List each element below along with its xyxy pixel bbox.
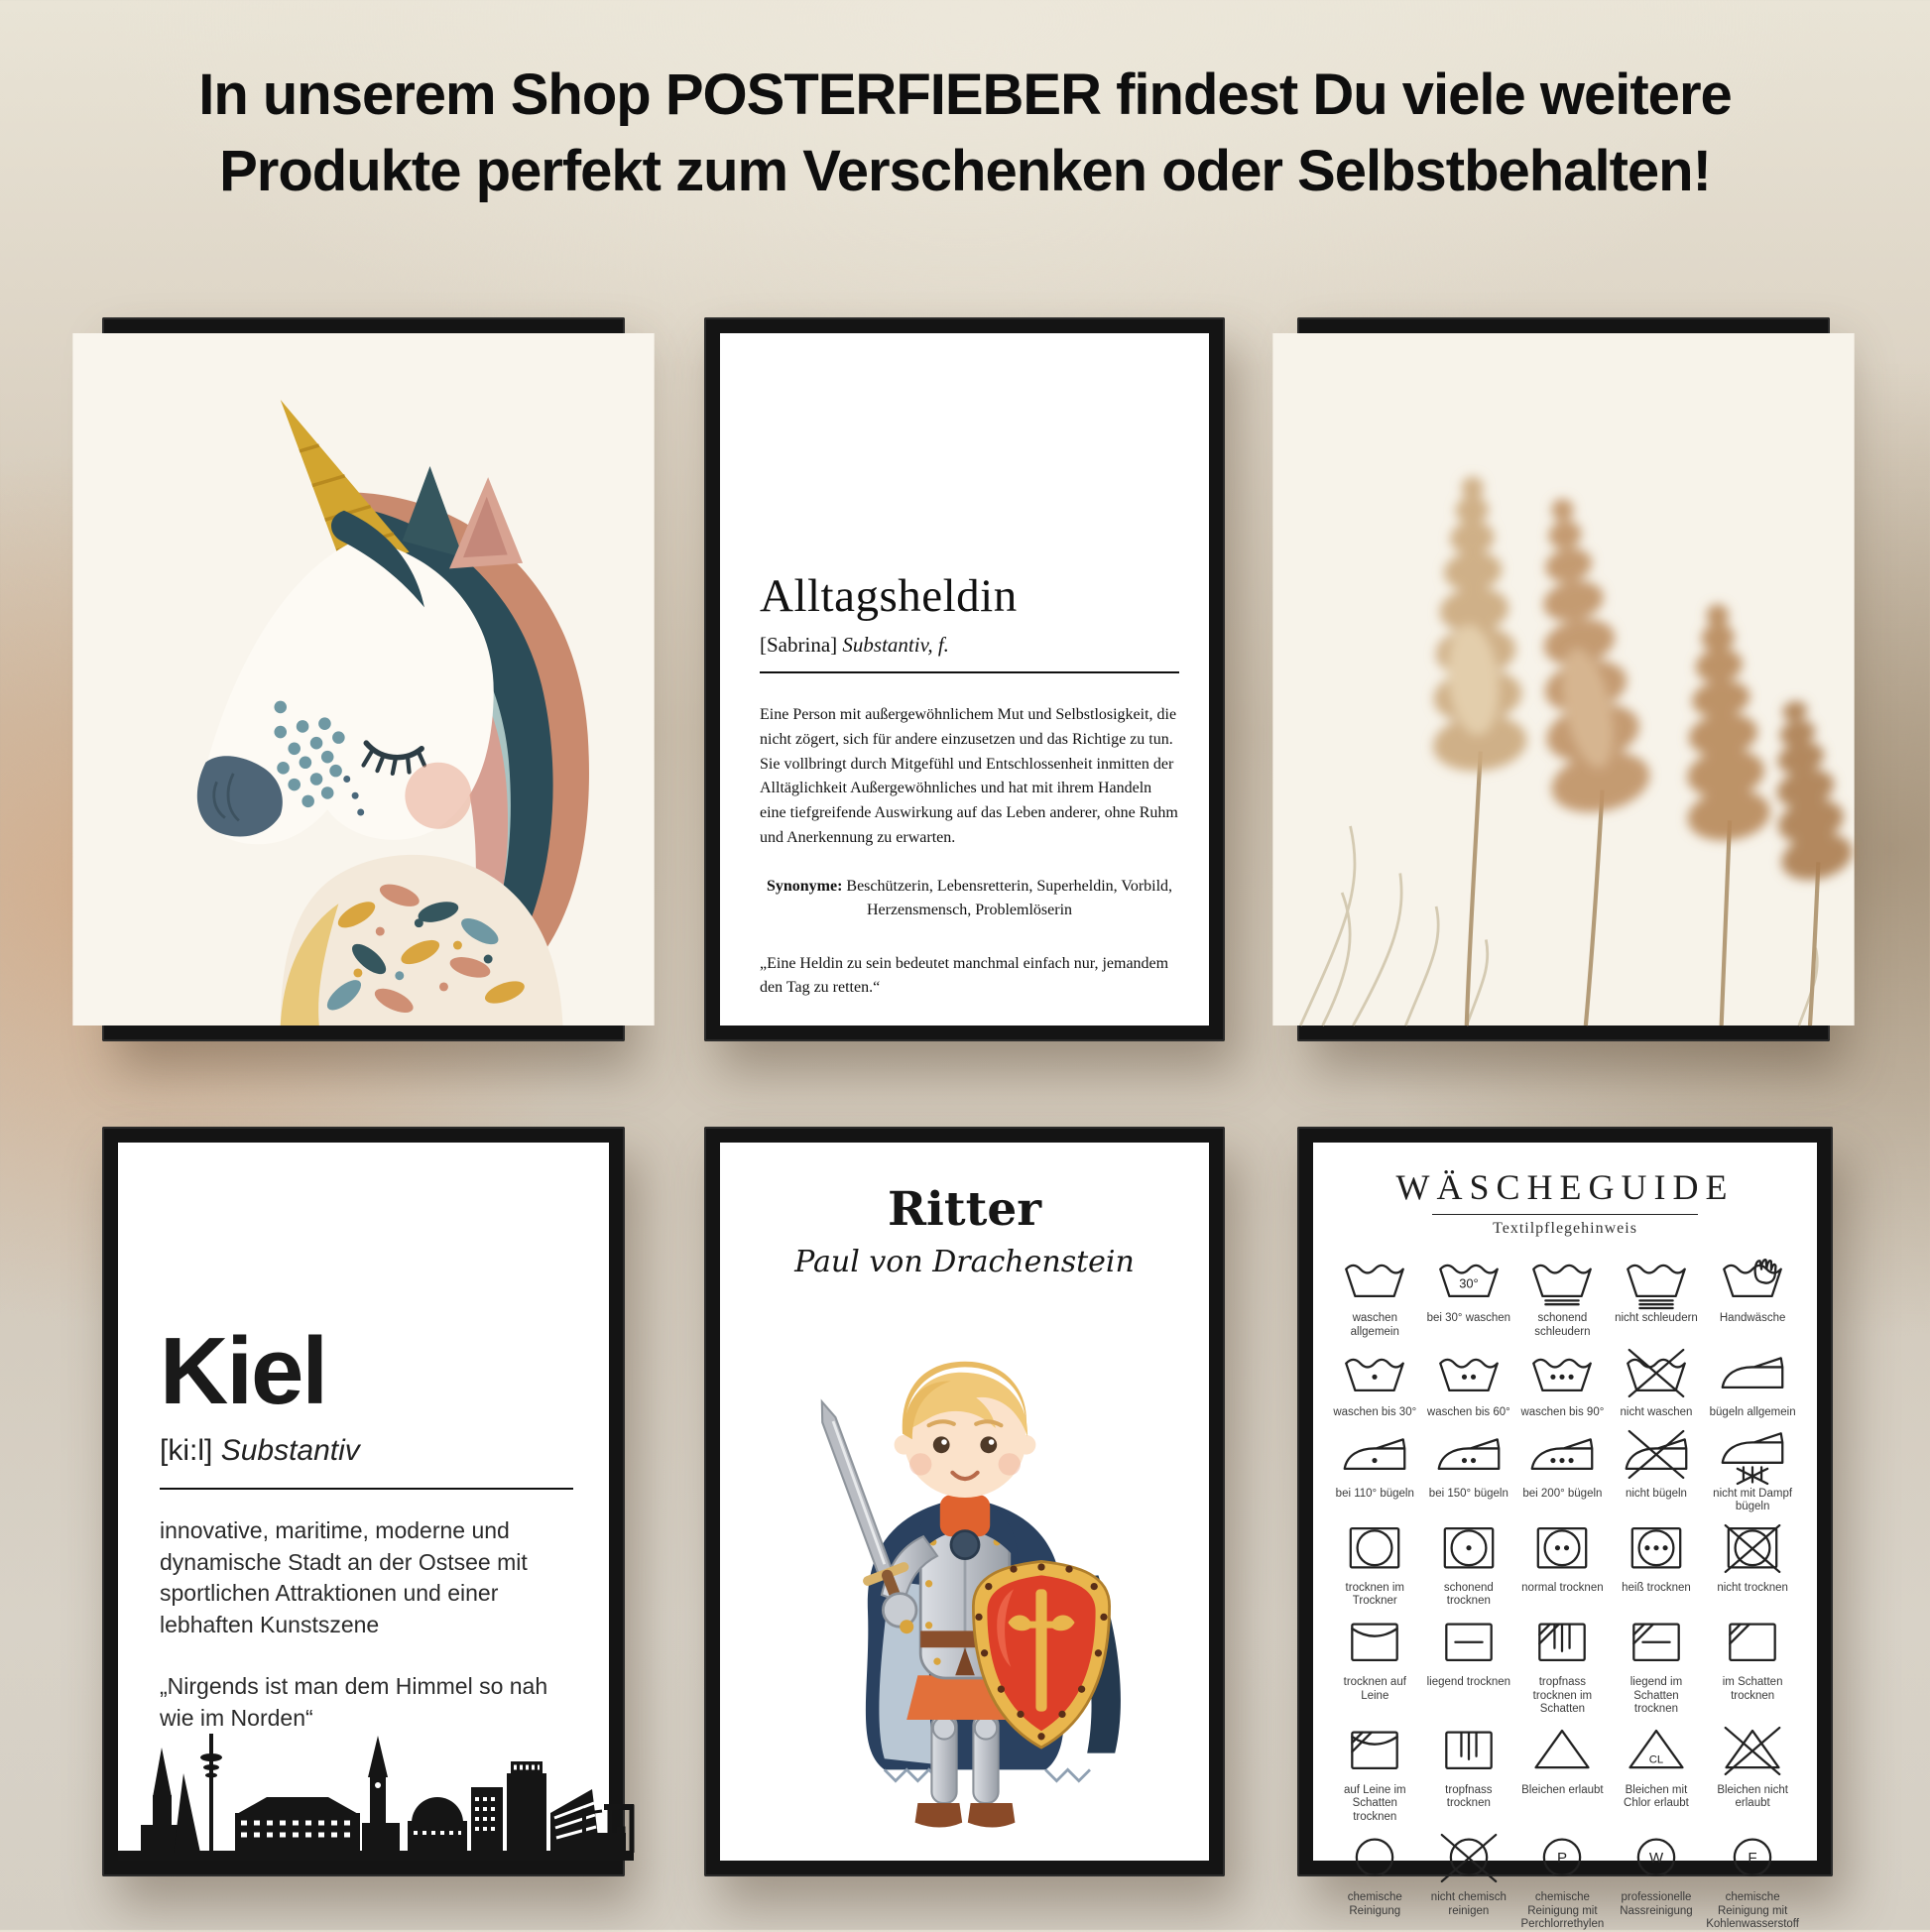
knight-illustration bbox=[757, 1289, 1173, 1845]
knight-title: Ritter bbox=[888, 1182, 1041, 1237]
care-symbol-iron bbox=[1716, 1344, 1789, 1405]
care-symbol-caption: waschen bis 60° bbox=[1426, 1406, 1510, 1419]
care-item bbox=[1613, 1425, 1701, 1514]
shop-headline-line1: In unserem Shop POSTERFIEBER findest Du viele weitere bbox=[198, 62, 1732, 127]
care-item bbox=[1425, 1519, 1513, 1609]
definition-title: Alltagsheldin bbox=[760, 570, 1018, 622]
care-symbol-caption: Bleichen mit Chlor erlaubt bbox=[1624, 1783, 1689, 1810]
care-symbol-caption: bügeln allgemein bbox=[1709, 1406, 1796, 1419]
city-description: innovative, maritime, moderne und dynamische Stadt an der Ostsee mit sportlichen Attraktionen und einer lebhaften Kunstszene bbox=[160, 1517, 528, 1638]
shop-headline-line2: Produkte perfekt zum Verschenken oder Selbstbehalten! bbox=[219, 138, 1711, 203]
care-item bbox=[1425, 1722, 1513, 1825]
laundry-guide-title: WÄSCHEGUIDE bbox=[1395, 1167, 1735, 1207]
alltagsheldin-poster bbox=[720, 333, 1209, 1026]
kiel-skyline-illustration bbox=[118, 1712, 634, 1861]
definition-pron: [Sabrina] bbox=[760, 633, 838, 657]
care-symbol-square-circle bbox=[1620, 1519, 1693, 1581]
care-symbol-basin bbox=[1432, 1250, 1506, 1311]
care-symbol-caption: Bleichen erlaubt bbox=[1521, 1783, 1604, 1796]
definition-synonyms bbox=[760, 875, 1179, 922]
care-symbol-caption: Handwäsche bbox=[1719, 1312, 1786, 1324]
poster-frame-unicorn bbox=[102, 317, 625, 1041]
definition-pos: Substantiv, f. bbox=[842, 633, 949, 657]
care-item bbox=[1706, 1250, 1799, 1339]
city-pron: [ki:l] bbox=[160, 1434, 213, 1467]
definition-quote: „Eine Heldin zu sein bedeutet manchmal einfach nur, jemandem den Tag zu retten.“ bbox=[760, 954, 1169, 996]
pampas-poster bbox=[1313, 333, 1814, 1026]
synonyms-label: Synonyme: bbox=[766, 877, 843, 895]
care-symbol-caption: nicht bügeln bbox=[1625, 1487, 1687, 1500]
svg-text:CL: CL bbox=[1648, 1753, 1664, 1766]
shop-headline bbox=[0, 58, 1930, 209]
care-item bbox=[1425, 1425, 1513, 1514]
care-symbol-square-diag-hline bbox=[1620, 1614, 1693, 1675]
care-item bbox=[1331, 1614, 1419, 1717]
care-item bbox=[1613, 1829, 1701, 1932]
care-symbol-caption: normal trocknen bbox=[1521, 1581, 1604, 1594]
care-symbol-caption: bei 30° waschen bbox=[1426, 1312, 1511, 1324]
pampas-grass-illustration bbox=[1313, 333, 1814, 1026]
care-symbol-square-vlines bbox=[1432, 1722, 1506, 1783]
care-item bbox=[1706, 1425, 1799, 1514]
svg-text:F: F bbox=[1748, 1850, 1757, 1868]
care-symbol-caption: professionelle Nassreinigung bbox=[1620, 1891, 1693, 1917]
city-subtitle bbox=[160, 1434, 573, 1468]
divider-rule bbox=[160, 1488, 573, 1490]
svg-text:30°: 30° bbox=[1459, 1275, 1479, 1291]
care-symbol-caption: nicht chemisch reinigen bbox=[1430, 1891, 1507, 1917]
care-symbol-square-circle bbox=[1525, 1519, 1599, 1581]
care-symbol-basin bbox=[1338, 1344, 1411, 1405]
poster-frame-waescheguide bbox=[1297, 1127, 1833, 1931]
care-symbol-caption: schonend schleudern bbox=[1534, 1312, 1591, 1338]
care-symbol-iron bbox=[1525, 1425, 1599, 1487]
care-symbol-square-circle bbox=[1716, 1519, 1789, 1581]
care-item bbox=[1518, 1614, 1607, 1717]
care-symbol-caption: waschen allgemein bbox=[1350, 1312, 1399, 1338]
care-symbol-caption: trocknen im Trockner bbox=[1345, 1581, 1404, 1608]
care-item bbox=[1706, 1519, 1799, 1609]
care-symbol-square-diag bbox=[1716, 1614, 1789, 1675]
care-symbol-caption: auf Leine im Schatten trocknen bbox=[1343, 1783, 1406, 1823]
care-item bbox=[1518, 1344, 1607, 1420]
definition-body: Eine Person mit außergewöhnlichem Mut und Selbstlosigkeit, die nicht zögert, sich für andere einzusetzen und das Richtige zu tun. Sie vollbringt durch Mitgefühl und Entschlossenheit inmitten der Alltäglichkeit Außergewöhnliches und hat mit ihrem Handeln eine tiefgreifende Auswirkung auf das Leben anderer, ohne Ruhm und Anerkennung zu erwarten. bbox=[760, 706, 1178, 846]
care-symbol-square-circle bbox=[1432, 1519, 1506, 1581]
waescheguide-poster bbox=[1313, 1143, 1817, 1931]
care-item bbox=[1331, 1519, 1419, 1609]
care-item bbox=[1706, 1722, 1799, 1825]
care-symbol-caption: bei 110° bügeln bbox=[1335, 1487, 1414, 1500]
synonyms-text: Beschützerin, Lebensretterin, Superheldin, Vorbild, Herzensmensch, Problemlöserin bbox=[842, 877, 1173, 918]
care-symbol-caption: nicht schleudern bbox=[1615, 1312, 1698, 1324]
care-symbol-caption: tropfnass trocknen bbox=[1445, 1783, 1493, 1810]
svg-text:P: P bbox=[1557, 1850, 1568, 1868]
kiel-poster bbox=[118, 1143, 609, 1861]
care-item bbox=[1331, 1425, 1419, 1514]
care-symbol-square-diag-vlines bbox=[1525, 1614, 1599, 1675]
poster-frame-pampas bbox=[1297, 317, 1830, 1041]
care-item bbox=[1706, 1829, 1799, 1932]
care-item bbox=[1706, 1614, 1799, 1717]
care-item bbox=[1518, 1829, 1607, 1932]
definition-subtitle bbox=[760, 633, 1179, 658]
poster-frame-kiel bbox=[102, 1127, 625, 1876]
care-symbol-circle bbox=[1620, 1829, 1693, 1890]
care-item bbox=[1706, 1344, 1799, 1420]
care-symbol-circle bbox=[1432, 1829, 1506, 1890]
care-item bbox=[1425, 1614, 1513, 1717]
care-symbol-circle bbox=[1525, 1829, 1599, 1890]
city-title: Kiel bbox=[160, 1318, 327, 1424]
care-symbol-caption: heiß trocknen bbox=[1622, 1581, 1691, 1594]
care-symbol-iron bbox=[1620, 1425, 1693, 1487]
care-symbol-caption: waschen bis 30° bbox=[1333, 1406, 1417, 1419]
svg-text:W: W bbox=[1648, 1850, 1664, 1868]
care-item bbox=[1518, 1425, 1607, 1514]
care-symbol-square-hline bbox=[1432, 1614, 1506, 1675]
care-item bbox=[1425, 1829, 1513, 1932]
care-item bbox=[1331, 1829, 1419, 1932]
laundry-guide-subtitle: Textilpflegehinweis bbox=[1493, 1220, 1637, 1237]
care-item bbox=[1518, 1250, 1607, 1339]
poster-frame-alltagsheldin bbox=[704, 317, 1225, 1041]
care-symbol-iron bbox=[1338, 1425, 1411, 1487]
care-symbol-caption: chemische Reinigung mit Perchlorrethylen bbox=[1520, 1891, 1605, 1931]
care-item bbox=[1331, 1344, 1419, 1420]
care-item bbox=[1425, 1250, 1513, 1339]
care-symbol-basin bbox=[1620, 1344, 1693, 1405]
care-symbol-caption: Bleichen nicht erlaubt bbox=[1717, 1783, 1788, 1810]
care-symbol-caption: schonend trocknen bbox=[1443, 1581, 1494, 1608]
care-symbol-square-curve-diag bbox=[1338, 1722, 1411, 1783]
care-symbol-triangle bbox=[1716, 1722, 1789, 1783]
knight-name: Paul von Drachenstein bbox=[794, 1245, 1135, 1279]
care-symbol-caption: im Schatten trocknen bbox=[1722, 1675, 1783, 1702]
care-symbol-caption: nicht mit Dampf bügeln bbox=[1713, 1487, 1793, 1513]
care-symbol-caption: bei 200° bügeln bbox=[1522, 1487, 1603, 1500]
care-symbol-caption: tropfnass trocknen im Schatten bbox=[1532, 1675, 1593, 1716]
care-symbol-circle bbox=[1716, 1829, 1789, 1890]
care-symbol-caption: trocknen auf Leine bbox=[1343, 1675, 1406, 1702]
unicorn-illustration bbox=[118, 333, 609, 1026]
care-symbol-square-curve bbox=[1338, 1614, 1411, 1675]
care-item bbox=[1613, 1344, 1701, 1420]
city-quote: „Nirgends ist man dem Himmel so nah wie im Norden“ bbox=[160, 1672, 548, 1731]
care-symbol-triangle bbox=[1525, 1722, 1599, 1783]
care-symbol-caption: nicht waschen bbox=[1620, 1406, 1693, 1419]
poster-frame-ritter bbox=[704, 1127, 1225, 1876]
care-item bbox=[1518, 1519, 1607, 1609]
care-symbol-square-circle bbox=[1338, 1519, 1411, 1581]
care-item bbox=[1518, 1722, 1607, 1825]
care-symbol-caption: liegend im Schatten trocknen bbox=[1629, 1675, 1683, 1716]
care-symbol-basin bbox=[1432, 1344, 1506, 1405]
care-symbol-caption: chemische Reinigung mit Kohlenwasserstoff bbox=[1706, 1891, 1799, 1931]
city-pos: Substantiv bbox=[220, 1434, 360, 1467]
unicorn-poster bbox=[118, 333, 609, 1026]
care-symbol-basin-hand bbox=[1716, 1250, 1789, 1311]
care-symbol-basin bbox=[1525, 1250, 1599, 1311]
care-symbol-circle bbox=[1338, 1829, 1411, 1890]
care-item bbox=[1613, 1250, 1701, 1339]
care-symbol-caption: bei 150° bügeln bbox=[1428, 1487, 1508, 1500]
care-item bbox=[1331, 1722, 1419, 1825]
divider-rule bbox=[760, 671, 1179, 673]
care-item bbox=[1425, 1344, 1513, 1420]
care-item bbox=[1613, 1519, 1701, 1609]
care-symbol-iron bbox=[1432, 1425, 1506, 1487]
divider-rule bbox=[1432, 1214, 1698, 1215]
care-symbol-caption: waschen bis 90° bbox=[1520, 1406, 1605, 1419]
care-item bbox=[1331, 1250, 1419, 1339]
care-item bbox=[1613, 1614, 1701, 1717]
care-symbol-triangle bbox=[1620, 1722, 1693, 1783]
ritter-poster bbox=[720, 1143, 1209, 1861]
care-symbol-basin bbox=[1525, 1344, 1599, 1405]
care-symbol-iron-steam-cross bbox=[1716, 1425, 1789, 1487]
care-item bbox=[1613, 1722, 1701, 1825]
care-symbol-caption: nicht trocknen bbox=[1717, 1581, 1788, 1594]
care-symbol-caption: chemische Reinigung bbox=[1347, 1891, 1402, 1917]
care-symbol-grid bbox=[1331, 1250, 1799, 1932]
care-symbol-basin bbox=[1620, 1250, 1693, 1311]
care-symbol-caption: liegend trocknen bbox=[1426, 1675, 1511, 1688]
care-symbol-basin bbox=[1338, 1250, 1411, 1311]
